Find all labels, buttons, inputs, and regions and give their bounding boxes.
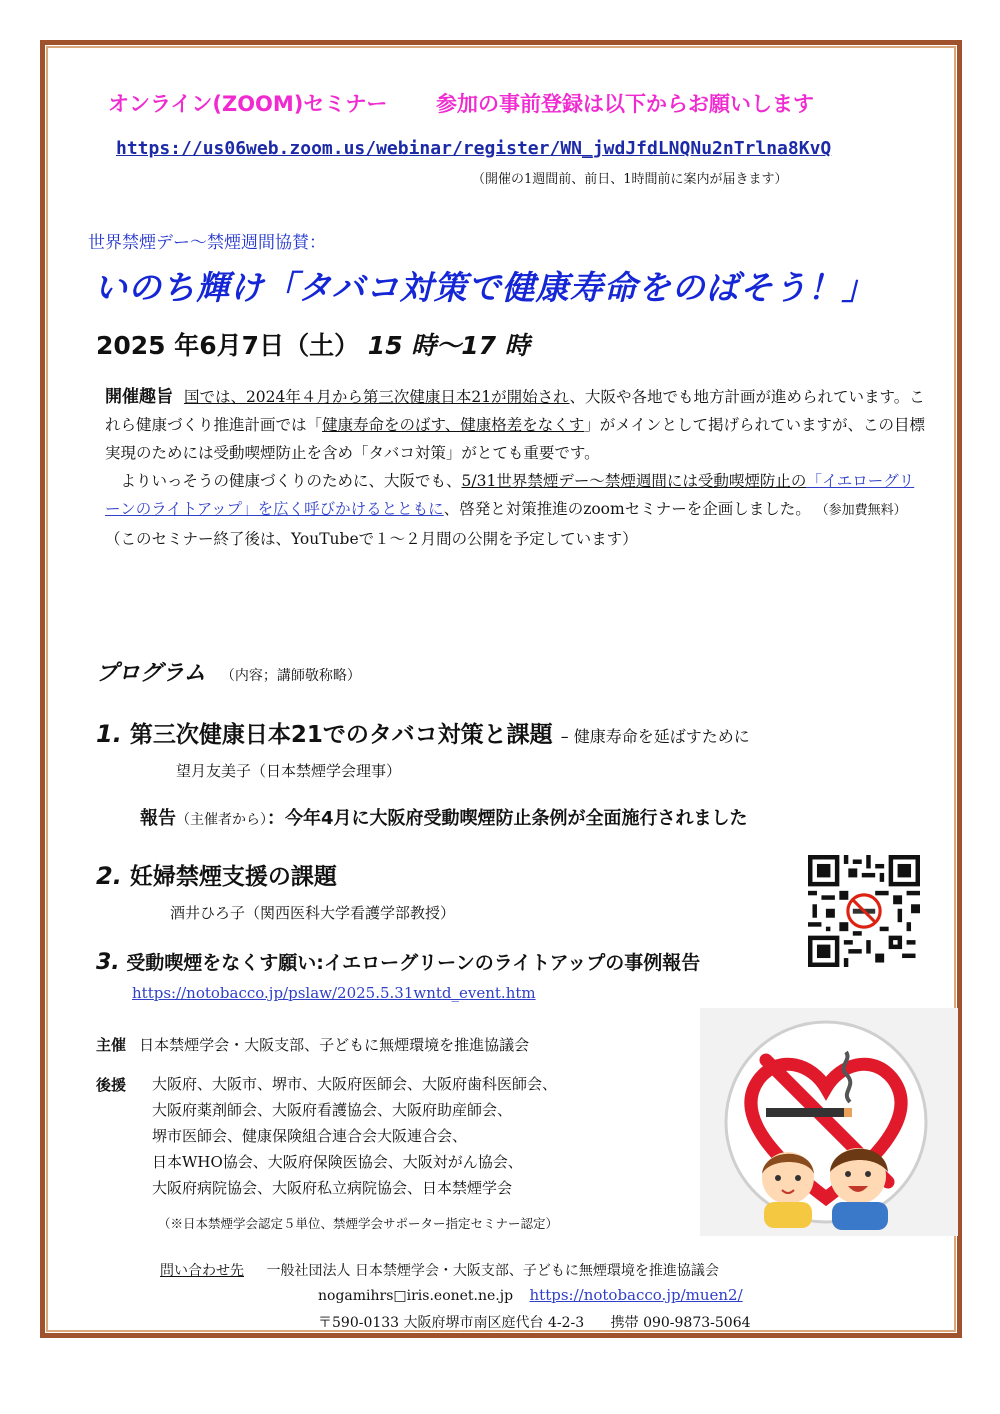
purpose-p1b: 、大阪や各地でも地方計画が進められています。これら健康づくり推進計画では「 <box>105 388 925 434</box>
event-date-text: 2025 年6月7日（土） <box>96 331 360 360</box>
reminder-note: （開催の1週間前、前日、1時間前に案内が届きます） <box>472 172 788 187</box>
item-1-title: 第三次健康日本21でのタバコ対策と課題 <box>129 722 553 748</box>
purpose-youtube: （このセミナー終了後は、YouTubeで１〜２月間の公開を予定しています） <box>105 530 638 548</box>
program-heading-row <box>96 656 361 687</box>
item-1-speaker: 望月友美子（日本禁煙学会理事） <box>176 762 402 780</box>
certification-note: （※日本禁煙学会認定５単位、禁煙学会サポーター指定セミナー認定） <box>158 1216 559 1231</box>
support-list <box>152 1071 557 1201</box>
item-1-number: 1. <box>96 720 122 748</box>
purpose-fee: （参加費無料） <box>815 503 907 518</box>
contact-email[interactable]: nogamihrs□iris.eonet.ne.jp <box>318 1288 514 1304</box>
item-2-title: 妊婦禁煙支援の課題 <box>129 864 337 890</box>
purpose-p2b: 5/31世界禁煙デー〜禁煙週間には受動喫煙防止の <box>461 472 807 490</box>
contact-phone: 携帯 090-9873-5064 <box>610 1315 751 1331</box>
support-line: 大阪府病院協会、大阪府私立病院協会、日本禁煙学会 <box>152 1179 513 1197</box>
contact-email-row <box>318 1286 743 1304</box>
qr-code-icon[interactable] <box>808 855 920 967</box>
host-row <box>96 1032 529 1058</box>
program-heading: プログラム <box>96 661 206 686</box>
report-text: ：今年4月に大阪府受動喫煙防止条例が全面施行されました <box>267 808 748 829</box>
purpose-text <box>105 383 925 553</box>
item-3-link[interactable]: https://notobacco.jp/pslaw/2025.5.31wntd_event.htm <box>132 984 536 1002</box>
event-subtitle: 世界禁煙デー〜禁煙週間協賛： <box>88 233 326 253</box>
contact-address: 〒590-0133 大阪府堺市南区庭代台 4-2-3 <box>318 1315 585 1331</box>
support-line: 大阪府、大阪市、堺市、大阪府医師会、大阪府歯科医師会、 <box>152 1075 558 1093</box>
item-2-number: 2. <box>96 862 122 890</box>
contact-org: 一般社団法人 日本禁煙学会・大阪支部、子どもに無煙環境を推進協議会 <box>266 1263 719 1279</box>
report-row <box>140 804 748 830</box>
support-line: 日本WHO協会、大阪府保険医協会、大阪対がん協会、 <box>152 1153 523 1171</box>
host-text: 日本禁煙学会・大阪支部、子どもに無煙環境を推進協議会 <box>139 1036 530 1054</box>
program-item-2 <box>96 858 337 891</box>
contact-address-row <box>318 1312 751 1332</box>
report-label: 報告 <box>140 808 176 829</box>
contact-row <box>160 1260 719 1280</box>
program-note: （内容；講師敬称略） <box>220 668 361 684</box>
event-title: いのち輝け「タバコ対策で健康寿命をのばそう！」 <box>94 268 876 307</box>
purpose-p1a: 国では、2024年４月から第三次健康日本21が開始され <box>183 388 570 406</box>
purpose-p2d: 、啓発と対策推進のzoomセミナーを企画しました。 <box>443 500 811 518</box>
event-time: 15 時〜17 時 <box>367 331 530 360</box>
register-prompt: 参加の事前登録は以下からお願いします <box>436 92 814 116</box>
purpose-p2a: よりいっそうの健康づくりのために、大阪でも、 <box>105 472 462 490</box>
support-line: 堺市医師会、健康保険組合連合会大阪連合会、 <box>152 1127 468 1145</box>
purpose-label: 開催趣旨 <box>105 387 173 407</box>
report-from: （主催者から） <box>176 812 267 828</box>
support-line: 大阪府薬剤師会、大阪府看護協会、大阪府助産師会、 <box>152 1101 513 1119</box>
program-item-1 <box>96 716 750 749</box>
host-label: 主催 <box>96 1036 127 1054</box>
no-smoking-heart-children-illustration <box>700 1008 958 1236</box>
purpose-p1d: 」がメインとして掲げられていますが、この目標実現のためには受動喫煙防止を含め「タバコ対策」がとても重要です。 <box>105 416 925 462</box>
item-2-speaker: 酒井ひろ子（関西医科大学看護学部教授） <box>170 904 456 922</box>
seminar-type: オンライン(ZOOM)セミナー <box>108 92 388 116</box>
register-link[interactable]: https://us06web.zoom.us/webinar/register/WN_jwdJfdLNQNu2nTrlna8KvQ <box>116 138 832 159</box>
support-label: 後援 <box>96 1076 127 1094</box>
purpose-p1c: 健康寿命をのばす、健康格差をなくす <box>322 416 585 434</box>
contact-url[interactable]: https://notobacco.jp/muen2/ <box>529 1286 743 1304</box>
item-1-subtitle: – 健康寿命を延ばすために <box>560 727 750 746</box>
contact-label: 問い合わせ先 <box>160 1263 244 1279</box>
event-date <box>96 326 530 362</box>
program-item-3 <box>96 948 700 975</box>
purpose-p2c: 「イエローグリーンのライトアップ」を広く呼びかけるとともに <box>105 472 915 518</box>
item-3-title: 受動喫煙をなくす願い:イエローグリーンのライトアップの事例報告 <box>126 952 701 974</box>
item-3-number: 3. <box>96 950 120 975</box>
